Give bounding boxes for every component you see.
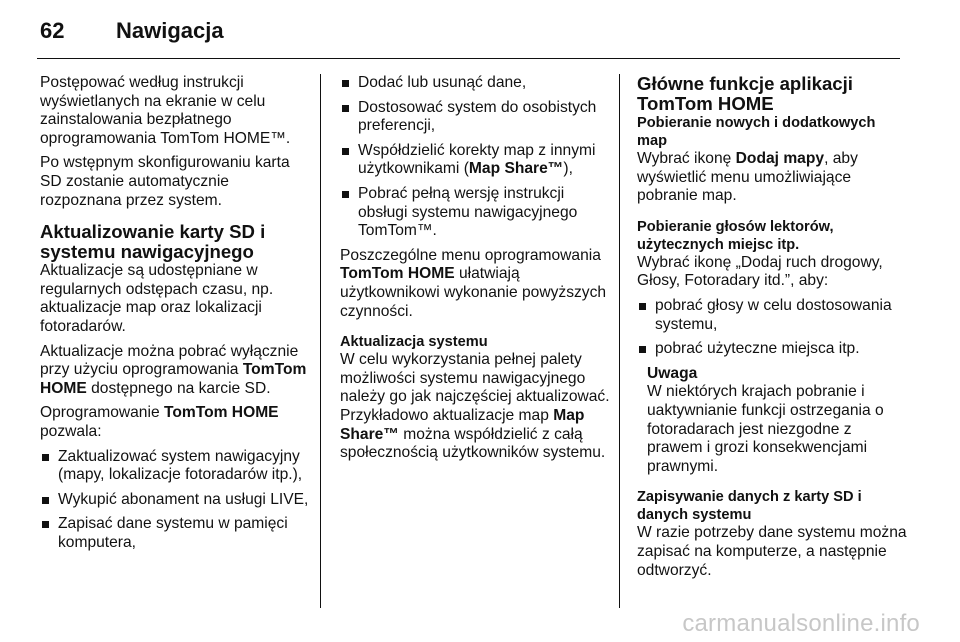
chapter-title: Nawigacja	[116, 18, 224, 43]
header-divider	[37, 58, 900, 59]
section-heading-update: Aktualizowanie karty SD i systemu nawigacyjnego	[40, 221, 266, 263]
list-item: Zapisać dane systemu w pamięci komputera,	[40, 515, 310, 552]
subheading-save-data: Zapisywanie danych z karty SD i danych systemu	[637, 489, 862, 524]
bullet-icon	[42, 521, 49, 528]
bullet-icon	[342, 105, 349, 112]
list-item: Wykupić abonament na usługi LIVE,	[40, 491, 310, 510]
paragraph: Poszczególne menu oprogramowania TomTom HOME ułatwiają użytkownikowi wykonanie powyższych czynności.	[340, 246, 607, 320]
page-number: 62	[40, 18, 65, 43]
column-2	[340, 74, 610, 469]
watermark: carmanualsonline.info	[682, 610, 920, 637]
bullet-icon	[42, 454, 49, 461]
bullet-icon	[639, 346, 646, 353]
note-title: Uwaga	[647, 364, 698, 382]
subheading-download-voices: Pobieranie głosów lektorów, użytecznych miejsc itp.	[637, 218, 834, 253]
column-divider-1	[320, 74, 321, 608]
paragraph: Aktualizacje są udostępniane w regularnych odstępach czasu, np. aktualizacje map oraz lokalizacji fotoradarów.	[40, 262, 274, 335]
feature-list-continued	[340, 74, 610, 241]
list-item: Dostosować system do osobistych preferencji,	[340, 99, 610, 136]
column-divider-2	[619, 74, 620, 608]
subheading-download-maps: Pobieranie nowych i dodatkowych map	[637, 115, 876, 149]
paragraph: Wybrać ikonę „Dodaj ruch drogowy, Głosy, Fotoradary itd.”, aby:	[637, 253, 883, 290]
feature-list	[40, 448, 310, 553]
list-item: pobrać użyteczne miejsca itp.	[637, 340, 907, 359]
section-heading-main-features: Główne funkcje aplikacji TomTom HOME	[637, 73, 853, 114]
download-list	[637, 297, 907, 359]
paragraph: W celu wykorzystania pełnej palety możliwości systemu nawigacyjnego należy go jak najczęściej aktualizować. Przykładowo aktualizacje map Map Share™ można współdzielić z całą społecznością użytkowników systemu.	[340, 351, 610, 462]
paragraph: Po wstępnym skonfigurowaniu karta SD zostanie automatycznie rozpoznana przez system.	[40, 154, 290, 209]
bullet-icon	[42, 497, 49, 504]
bullet-icon	[342, 80, 349, 87]
column-1	[40, 74, 310, 558]
paragraph: Postępować według instrukcji wyświetlanych na ekranie w celu zainstalowania bezpłatnego oprogramowania TomTom HOME™.	[40, 74, 291, 147]
list-item: Zaktualizować system nawigacyjny (mapy, lokalizacje fotoradarów itp.),	[40, 448, 310, 485]
column-3	[637, 74, 907, 586]
bullet-icon	[342, 148, 349, 155]
list-item: Pobrać pełną wersję instrukcji obsługi systemu nawigacyjnego TomTom™.	[340, 185, 610, 241]
paragraph: Wybrać ikonę Dodaj mapy, aby wyświetlić menu umożliwiające pobranie map.	[637, 150, 858, 205]
list-item: Współdzielić korekty map z innymi użytkownikami (Map Share™),	[340, 142, 610, 179]
note-box	[637, 365, 907, 477]
bullet-icon	[342, 191, 349, 198]
list-item: Dodać lub usunąć dane,	[340, 74, 610, 93]
bullet-icon	[639, 303, 646, 310]
paragraph: Oprogramowanie TomTom HOME pozwala:	[40, 404, 279, 440]
page-header	[40, 18, 224, 48]
paragraph: Aktualizacje można pobrać wyłącznie przy użyciu oprogramowania TomTom HOME dostępnego na karcie SD.	[40, 342, 307, 397]
section-heading-system-update: Aktualizacja systemu	[340, 334, 488, 351]
paragraph: W razie potrzeby dane systemu można zapisać na komputerze, a następnie odtworzyć.	[637, 524, 907, 579]
list-item: pobrać głosy w celu dostosowania systemu,	[637, 297, 907, 334]
note-text: W niektórych krajach pobranie i uaktywnianie funkcji ostrzegania o fotoradarach jest niezgodne z prawem i grozi konsekwencjami prawnymi.	[647, 383, 884, 475]
